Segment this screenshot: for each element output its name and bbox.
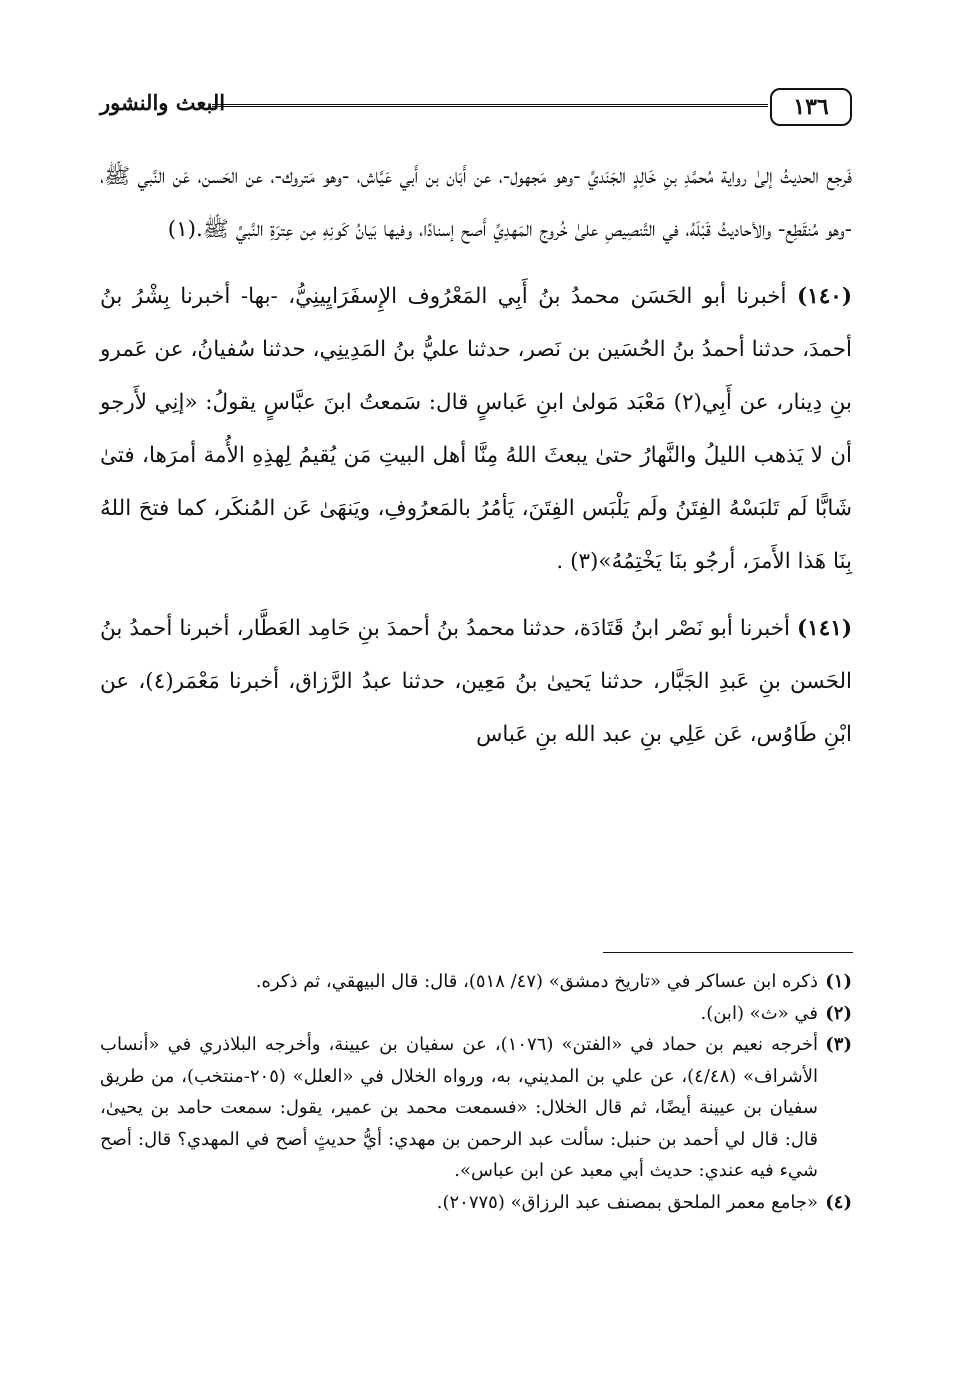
footnote-1 — [100, 966, 852, 998]
hadith-text-140: أخبرنا أبو الحَسَن محمدُ بنُ أَبِي المَعْرُوف الإِسفَرَايِينِيُّ، -بها- أخبرنا بِشْرُ بنُ أحمدَ، حدثنا أحمدُ بنُ الحُسَين بن نَصر، حدثنا عليُّ بنُ المَدِينِي، حدثنا سُفيانُ، عن عَمرو بنِ دِينار، عن أَبِي(٢) مَعْبَد مَولىٰ ابنِ عَباسٍ قال: سَمعتُ ابنَ عبَّاسٍ يقولُ: «إنِي لأَرجو أن لا يَذهب الليلُ والنَّهارُ حتىٰ يبعثَ اللهُ مِنَّا أهل البيتِ مَن يُقيمُ لِهذِهِ الأُمة أمرَها، فتىٰ شَابًّا لَم تَلبَسْهُ الفِتَنُ ولَم يَلْبَس الفِتَنَ، يَأمُرُ بالمَعرُوفِ، ويَنهَىٰ عَن المُنكَر، كما فتحَ اللهُ بِنَا هَذا الأَمرَ، أرجُو بنَا يَخْتِمُهُ»(٣) . — [100, 284, 853, 574]
page-header — [100, 88, 852, 134]
footnote-mark: (٣) — [825, 1034, 852, 1055]
paragraph-140 — [100, 270, 852, 588]
footnote-text: في «ث» (ابن). — [700, 1002, 818, 1024]
paragraph-1: فَرجع الحديثُ إلىٰ رواية مُحمَّدِ بنِ خَالِدٍ الجَنَديِّ -وهو مَجهول-، عن أَبَان بن أَبي عَيَّاش، -وهو مَتروك-، عن الحَسن، عَن النَّبي ﷺ، -وهو مُنقَطِع- والأحاديثُ قَبْلَهُ، في التَّنصِيصِ علىٰ خُروج المَهدِيِّ أَصح إسنادًا، وفيها بَيانُ كَونِهِ مِن عِترَةِ النَّبيِّ ﷺ.(١) — [100, 164, 852, 242]
footnotes — [100, 966, 852, 1218]
running-title: البعث والنشور — [100, 90, 226, 115]
footnote-mark: (٢) — [825, 1002, 852, 1024]
header-divider — [212, 104, 768, 107]
footnote-mark: (١) — [825, 971, 852, 992]
footnote-mark: (٤) — [825, 1191, 852, 1213]
footnote-text: ذكره ابن عساكر في «تاريخ دمشق» (٤٧/ ٥١٨)، قال: قال البيهقي، ثم ذكره. — [255, 971, 818, 992]
page-number: ١٣٦ — [770, 88, 852, 126]
footnote-text: «جامع معمر الملحق بمصنف عبد الرزاق» (٢٠٧٧٥). — [436, 1191, 818, 1213]
footnote-text: أخرجه نعيم بن حماد في «الفتن» (١٠٧٦)، عن سفيان بن عيينة، وأخرجه البلاذري في «أنساب الأشراف» (٤/٤٨)، عن علي بن المديني، به، ورواه الخلال في «العلل» (٢٠٥-منتخب)، من طريق سفيان بن عيينة أيضًا، ثم قال الخلال: «فسمعت محمد بن عمير، يقول: سمعت حامد بن يحيىٰ، قال: قال لي أحمد بن حنبل: سألت عبد الرحمن بن مهدي: أيُّ حديثٍ أصح في المهدي؟ قال: أصح شيء فيه عندي: حديث أبي معبد عن ابن عباس». — [100, 1034, 818, 1181]
hadith-text-141: أخبرنا أبو نَصْر ابنُ قَتَادَة، حدثنا محمدُ بنُ أحمدَ بنِ حَامِد العَطَّار، أخبرنا أحمدُ بنُ الحَسن بنِ عَبدِ الجَبَّار، حدثنا يَحيىٰ بنُ مَعِين، حدثنا عبدُ الرَّزاق، أخبرنا مَعْمَر(٤)، عن ابْنِ طَاوُس، عَن عَلِي بنِ عبد الله بنِ عَباس — [100, 616, 853, 747]
footnote-divider — [603, 952, 853, 953]
paragraph-141 — [100, 602, 852, 761]
footnote-4 — [100, 1187, 852, 1219]
hadith-number-141: (١٤١) — [796, 616, 852, 641]
footnote-3 — [100, 1029, 852, 1187]
footnote-2 — [100, 998, 852, 1030]
hadith-number-140: (١٤٠) — [796, 284, 852, 309]
main-text — [100, 150, 852, 761]
